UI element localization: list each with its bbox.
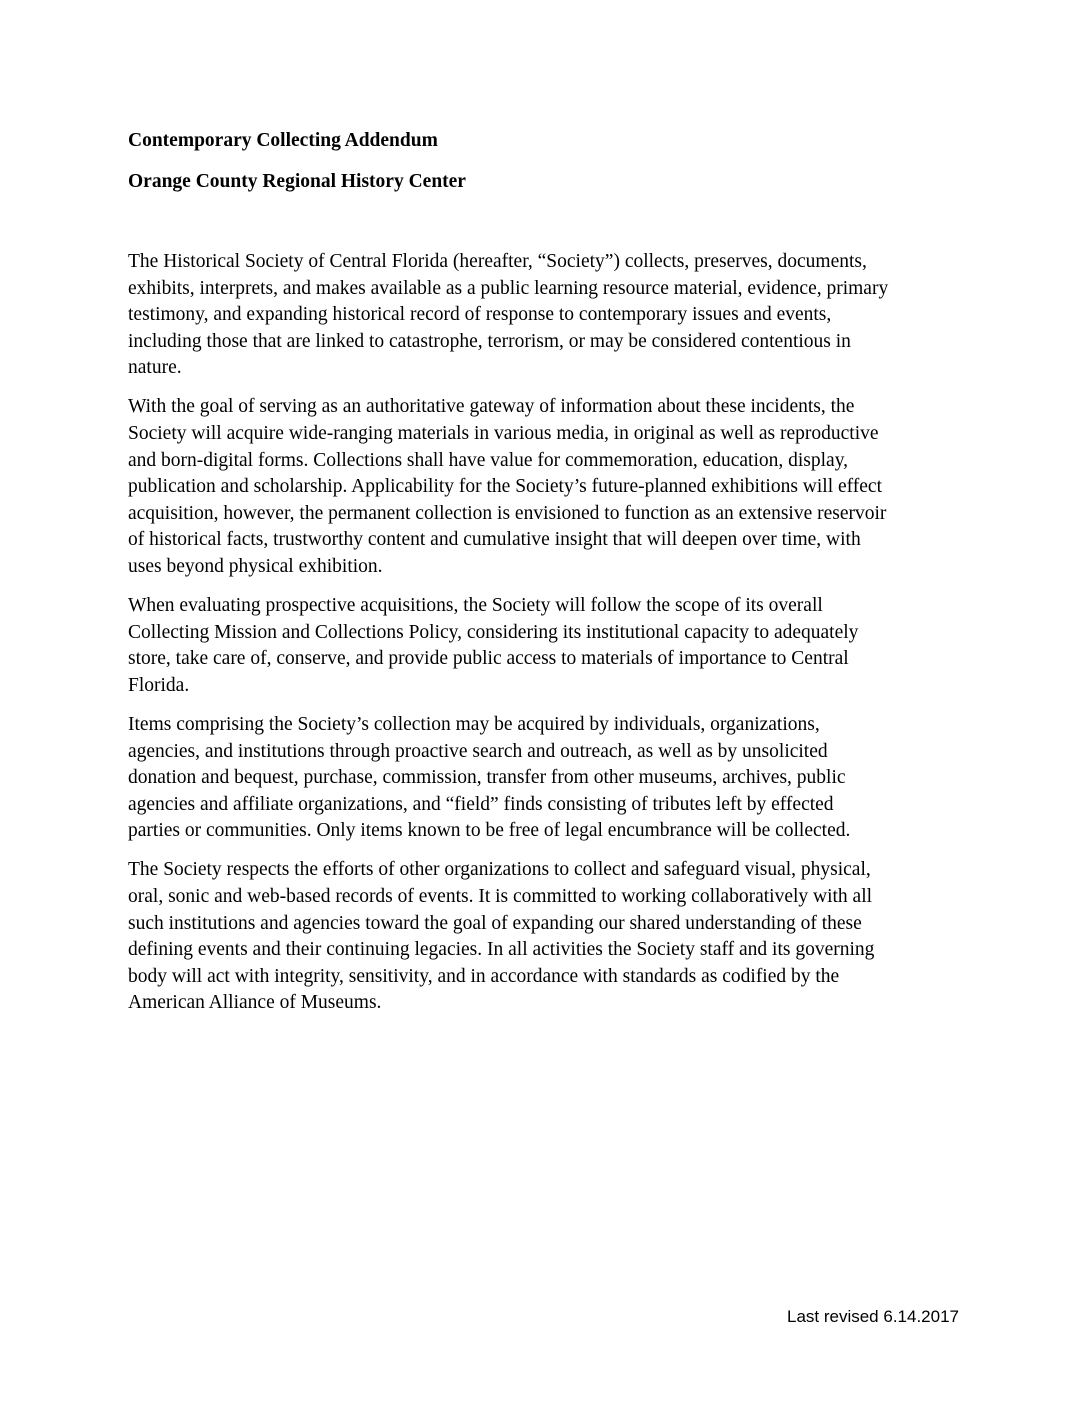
text-line: agencies, and institutions through proactive search and outreach, as well as by unsolicited: [128, 740, 828, 762]
paragraph-goal: [128, 394, 978, 580]
text-line: donation and bequest, purchase, commission, transfer from other museums, archives, public: [128, 767, 846, 789]
organization-name: Orange County Regional History Center: [128, 171, 466, 192]
text-line: parties or communities. Only items known to be free of legal encumbrance will be collected.: [128, 820, 851, 842]
text-line: Items comprising the Society’s collection may be acquired by individuals, organizations,: [128, 714, 820, 735]
text-line: agencies and affiliate organizations, and “field” finds consisting of tributes left by effected: [128, 793, 834, 815]
text-line: Collecting Mission and Collections Policy, considering its institutional capacity to adequately: [128, 621, 859, 643]
text-line: oral, sonic and web-based records of events. It is committed to working collaboratively with all: [128, 886, 873, 908]
text-line: store, take care of, conserve, and provide public access to materials of importance to Central: [128, 648, 849, 670]
document-title: Contemporary Collecting Addendum: [128, 130, 438, 151]
text-line: uses beyond physical exhibition.: [128, 556, 383, 578]
text-line: acquisition, however, the permanent collection is envisioned to function as an extensive reservoir: [128, 502, 887, 524]
text-line: When evaluating prospective acquisitions, the Society will follow the scope of its overall: [128, 595, 823, 617]
text-line: The Historical Society of Central Florida (hereafter, “Society”) collects, preserves, documents,: [128, 251, 867, 272]
revision-date: Last revised 6.14.2017: [786, 1307, 959, 1326]
text-line: exhibits, interprets, and makes available as a public learning resource material, evidence, primary: [128, 277, 889, 299]
text-line: body will act with integrity, sensitivity, and in accordance with standards as codified by the: [128, 965, 840, 987]
text-line: American Alliance of Museums.: [128, 992, 382, 1014]
document-body: [128, 249, 978, 1030]
text-line: nature.: [128, 357, 182, 379]
text-line: of historical facts, trustworthy content and cumulative insight that will deepen over time, with: [128, 529, 861, 551]
paragraph-evaluation: [128, 593, 978, 699]
text-line: Florida.: [128, 674, 190, 696]
text-line: including those that are linked to catastrophe, terrorism, or may be considered contentious in: [128, 330, 851, 352]
paragraph-acquisition: [128, 712, 978, 845]
text-line: and born-digital forms. Collections shall have value for commemoration, education, display,: [128, 449, 849, 471]
text-line: defining events and their continuing legacies. In all activities the Society staff and its governing: [128, 939, 875, 961]
text-line: testimony, and expanding historical record of response to contemporary issues and events,: [128, 304, 832, 326]
paragraph-collaboration: [128, 857, 978, 1017]
paragraph-scope: [128, 249, 978, 382]
text-line: The Society respects the efforts of other organizations to collect and safeguard visual, physical,: [128, 859, 871, 881]
text-line: such institutions and agencies toward the goal of expanding our shared understanding of these: [128, 912, 862, 934]
text-line: With the goal of serving as an authoritative gateway of information about these incidents, the: [128, 396, 855, 418]
text-line: publication and scholarship. Applicability for the Society’s future-planned exhibitions will effect: [128, 476, 883, 498]
text-line: Society will acquire wide-ranging materials in various media, in original as well as reproductive: [128, 423, 879, 445]
